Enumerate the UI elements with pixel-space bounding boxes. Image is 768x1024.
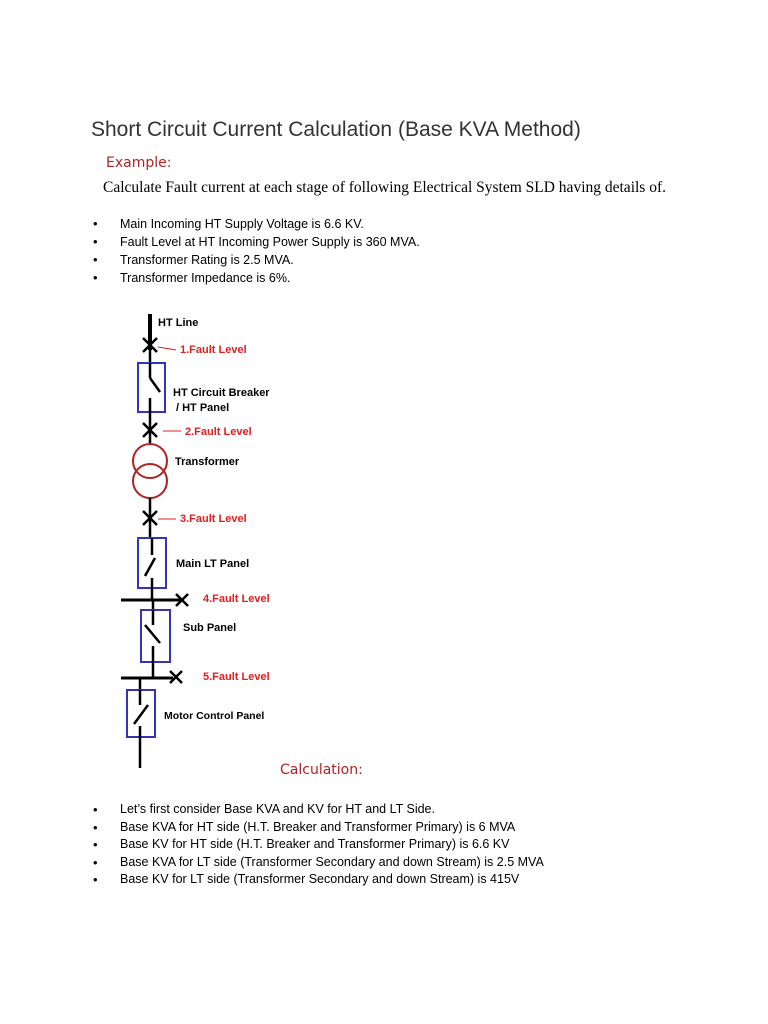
intro-text: Calculate Fault current at each stage of following Electrical System SLD having details of. <box>103 179 666 196</box>
detail-item-supply-voltage: • Main Incoming HT Supply Voltage is 6.6 KV. <box>93 215 420 233</box>
calculation-heading: Calculation: <box>280 762 363 778</box>
calculation-item: • Base KV for HT side (H.T. Breaker and Transformer Primary) is 6.6 KV <box>93 836 544 854</box>
transformer-icon <box>133 444 167 498</box>
ht-breaker-panel-box <box>138 363 165 412</box>
sub-panel-switch-icon <box>145 610 160 662</box>
sub-panel-label: Sub Panel <box>183 622 237 634</box>
calculation-item: • Base KV for LT side (Transformer Secondary and down Stream) is 415V <box>93 871 544 889</box>
ht-breaker-switch-icon <box>150 363 160 412</box>
ht-breaker-label-line1: HT Circuit Breaker <box>173 387 270 399</box>
page-title: Short Circuit Current Calculation (Base KVA Method) <box>91 118 581 141</box>
fault-level-4-label: 4.Fault Level <box>203 593 270 605</box>
calculation-item: • Base KVA for HT side (H.T. Breaker and Transformer Primary) is 6 MVA <box>93 819 544 837</box>
transformer-label: Transformer <box>175 456 240 468</box>
single-line-diagram <box>0 300 768 770</box>
fault-level-3-label: 3.Fault Level <box>180 513 247 525</box>
fault-1-leader <box>158 347 176 350</box>
motor-control-switch-icon <box>134 690 148 737</box>
calculation-item: • Let’s first consider Base KVA and KV for HT and LT Side. <box>93 801 544 819</box>
main-lt-panel-label: Main LT Panel <box>176 558 250 570</box>
fault-level-2-label: 2.Fault Level <box>185 426 252 438</box>
main-lt-switch-icon <box>145 538 155 588</box>
details-list <box>93 215 420 287</box>
ht-breaker-label-line2: / HT Panel <box>176 402 230 414</box>
detail-item-fault-level: • Fault Level at HT Incoming Power Supply is 360 MVA. <box>93 233 420 251</box>
motor-control-panel-label: Motor Control Panel <box>164 710 265 722</box>
calculation-item: • Base KVA for LT side (Transformer Secondary and down Stream) is 2.5 MVA <box>93 854 544 872</box>
fault-level-5-label: 5.Fault Level <box>203 671 270 683</box>
fault-level-1-label: 1.Fault Level <box>180 344 247 356</box>
ht-line-label: HT Line <box>158 317 199 329</box>
example-heading: Example: <box>106 155 172 171</box>
detail-item-transformer-impedance: • Transformer Impedance is 6%. <box>93 269 420 287</box>
calculation-list <box>93 801 544 889</box>
detail-item-transformer-rating: • Transformer Rating is 2.5 MVA. <box>93 251 420 269</box>
